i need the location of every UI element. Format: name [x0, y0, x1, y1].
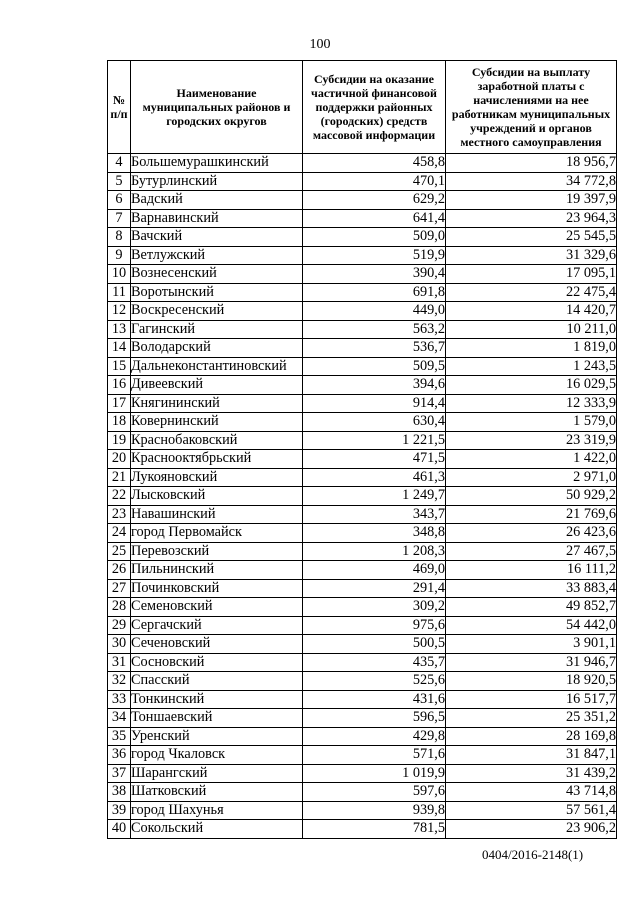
district-name: Вачский: [131, 228, 303, 247]
table-row: [108, 320, 617, 339]
header-col2: Субсидии на выплату заработной платы с начислениями на нее работникам муниципальных учреждений и органов местного самоуправления: [446, 61, 617, 154]
media-subsidy: 525,6: [303, 672, 446, 691]
row-number: 24: [108, 524, 131, 543]
salary-subsidy: 16 111,2: [446, 561, 617, 580]
table-row: [108, 598, 617, 617]
district-name: Княгининский: [131, 394, 303, 413]
media-subsidy: 571,6: [303, 746, 446, 765]
row-number: 30: [108, 635, 131, 654]
table-row: [108, 764, 617, 783]
row-number: 19: [108, 431, 131, 450]
salary-subsidy: 25 545,5: [446, 228, 617, 247]
table-row: [108, 172, 617, 191]
subsidy-table: [107, 60, 617, 839]
media-subsidy: 509,0: [303, 228, 446, 247]
media-subsidy: 470,1: [303, 172, 446, 191]
page-number: 100: [309, 37, 331, 52]
salary-subsidy: 43 714,8: [446, 783, 617, 802]
table-row: [108, 542, 617, 561]
media-subsidy: 343,7: [303, 505, 446, 524]
table-row: [108, 394, 617, 413]
row-number: 33: [108, 690, 131, 709]
media-subsidy: 630,4: [303, 413, 446, 432]
salary-subsidy: 31 329,6: [446, 246, 617, 265]
media-subsidy: 1 221,5: [303, 431, 446, 450]
table-row: [108, 431, 617, 450]
table-row: [108, 727, 617, 746]
media-subsidy: 348,8: [303, 524, 446, 543]
media-subsidy: 563,2: [303, 320, 446, 339]
row-number: 20: [108, 450, 131, 469]
document-code: 0404/2016-2148(1): [482, 847, 584, 862]
table-row: [108, 283, 617, 302]
row-number: 5: [108, 172, 131, 191]
salary-subsidy: 21 769,6: [446, 505, 617, 524]
district-name: Сеченовский: [131, 635, 303, 654]
salary-subsidy: 50 929,2: [446, 487, 617, 506]
row-number: 39: [108, 801, 131, 820]
salary-subsidy: 10 211,0: [446, 320, 617, 339]
table-row: [108, 524, 617, 543]
media-subsidy: 641,4: [303, 209, 446, 228]
salary-subsidy: 1 243,5: [446, 357, 617, 376]
district-name: Починковский: [131, 579, 303, 598]
row-number: 36: [108, 746, 131, 765]
table-row: [108, 635, 617, 654]
row-number: 18: [108, 413, 131, 432]
media-subsidy: 309,2: [303, 598, 446, 617]
district-name: Гагинский: [131, 320, 303, 339]
salary-subsidy: 1 422,0: [446, 450, 617, 469]
district-name: Пильнинский: [131, 561, 303, 580]
district-name: Воскресенский: [131, 302, 303, 321]
table-row: [108, 154, 617, 173]
row-number: 29: [108, 616, 131, 635]
table-row: [108, 746, 617, 765]
media-subsidy: 471,5: [303, 450, 446, 469]
district-name: Володарский: [131, 339, 303, 358]
district-name: Сокольский: [131, 820, 303, 839]
media-subsidy: 469,0: [303, 561, 446, 580]
row-number: 17: [108, 394, 131, 413]
district-name: Краснооктябрьский: [131, 450, 303, 469]
salary-subsidy: 54 442,0: [446, 616, 617, 635]
table-row: [108, 690, 617, 709]
table-row: [108, 505, 617, 524]
salary-subsidy: 31 847,1: [446, 746, 617, 765]
row-number: 16: [108, 376, 131, 395]
row-number: 8: [108, 228, 131, 247]
district-name: Дивеевский: [131, 376, 303, 395]
table-row: [108, 339, 617, 358]
header-num: № п/п: [108, 61, 131, 154]
district-name: Сергачский: [131, 616, 303, 635]
table-body: [108, 154, 617, 839]
media-subsidy: 975,6: [303, 616, 446, 635]
table-row: [108, 579, 617, 598]
row-number: 6: [108, 191, 131, 210]
salary-subsidy: 31 439,2: [446, 764, 617, 783]
media-subsidy: 509,5: [303, 357, 446, 376]
header-col1: Субсидии на оказание частичной финансовой поддержки районных (городских) средств массовой информации: [303, 61, 446, 154]
salary-subsidy: 16 517,7: [446, 690, 617, 709]
row-number: 28: [108, 598, 131, 617]
table-row: [108, 801, 617, 820]
district-name: Лукояновский: [131, 468, 303, 487]
district-name: Тонкинский: [131, 690, 303, 709]
table-row: [108, 357, 617, 376]
media-subsidy: 431,6: [303, 690, 446, 709]
salary-subsidy: 23 964,3: [446, 209, 617, 228]
salary-subsidy: 2 971,0: [446, 468, 617, 487]
table-row: [108, 209, 617, 228]
row-number: 13: [108, 320, 131, 339]
row-number: 34: [108, 709, 131, 728]
table-row: [108, 820, 617, 839]
salary-subsidy: 1 579,0: [446, 413, 617, 432]
district-name: Дальнеконстантиновский: [131, 357, 303, 376]
media-subsidy: 939,8: [303, 801, 446, 820]
salary-subsidy: 26 423,6: [446, 524, 617, 543]
district-name: Ковернинский: [131, 413, 303, 432]
table-row: [108, 653, 617, 672]
salary-subsidy: 31 946,7: [446, 653, 617, 672]
row-number: 35: [108, 727, 131, 746]
row-number: 25: [108, 542, 131, 561]
district-name: Семеновский: [131, 598, 303, 617]
district-name: Перевозский: [131, 542, 303, 561]
salary-subsidy: 14 420,7: [446, 302, 617, 321]
district-name: Вознесенский: [131, 265, 303, 284]
media-subsidy: 461,3: [303, 468, 446, 487]
media-subsidy: 390,4: [303, 265, 446, 284]
media-subsidy: 629,2: [303, 191, 446, 210]
table-row: [108, 561, 617, 580]
salary-subsidy: 23 319,9: [446, 431, 617, 450]
district-name: Краснобаковский: [131, 431, 303, 450]
district-name: город Шахунья: [131, 801, 303, 820]
salary-subsidy: 25 351,2: [446, 709, 617, 728]
row-number: 12: [108, 302, 131, 321]
row-number: 27: [108, 579, 131, 598]
district-name: Уренский: [131, 727, 303, 746]
row-number: 14: [108, 339, 131, 358]
table-row: [108, 672, 617, 691]
table-header-row: [108, 61, 617, 154]
media-subsidy: 914,4: [303, 394, 446, 413]
salary-subsidy: 18 920,5: [446, 672, 617, 691]
salary-subsidy: 16 029,5: [446, 376, 617, 395]
district-name: Вадский: [131, 191, 303, 210]
table-row: [108, 302, 617, 321]
row-number: 21: [108, 468, 131, 487]
table-row: [108, 616, 617, 635]
salary-subsidy: 18 956,7: [446, 154, 617, 173]
district-name: Навашинский: [131, 505, 303, 524]
salary-subsidy: 3 901,1: [446, 635, 617, 654]
header-name: Наименование муниципальных районов и городских округов: [131, 61, 303, 154]
row-number: 22: [108, 487, 131, 506]
media-subsidy: 291,4: [303, 579, 446, 598]
district-name: Большемурашкинский: [131, 154, 303, 173]
table-row: [108, 450, 617, 469]
media-subsidy: 1 019,9: [303, 764, 446, 783]
media-subsidy: 781,5: [303, 820, 446, 839]
district-name: город Чкаловск: [131, 746, 303, 765]
district-name: Сосновский: [131, 653, 303, 672]
row-number: 9: [108, 246, 131, 265]
row-number: 4: [108, 154, 131, 173]
district-name: Варнавинский: [131, 209, 303, 228]
table-row: [108, 246, 617, 265]
media-subsidy: 691,8: [303, 283, 446, 302]
salary-subsidy: 12 333,9: [446, 394, 617, 413]
table-row: [108, 783, 617, 802]
district-name: Спасский: [131, 672, 303, 691]
salary-subsidy: 28 169,8: [446, 727, 617, 746]
salary-subsidy: 33 883,4: [446, 579, 617, 598]
row-number: 26: [108, 561, 131, 580]
salary-subsidy: 34 772,8: [446, 172, 617, 191]
salary-subsidy: 27 467,5: [446, 542, 617, 561]
media-subsidy: 597,6: [303, 783, 446, 802]
district-name: Лысковский: [131, 487, 303, 506]
row-number: 38: [108, 783, 131, 802]
media-subsidy: 519,9: [303, 246, 446, 265]
salary-subsidy: 23 906,2: [446, 820, 617, 839]
media-subsidy: 536,7: [303, 339, 446, 358]
row-number: 10: [108, 265, 131, 284]
media-subsidy: 596,5: [303, 709, 446, 728]
media-subsidy: 449,0: [303, 302, 446, 321]
salary-subsidy: 49 852,7: [446, 598, 617, 617]
salary-subsidy: 22 475,4: [446, 283, 617, 302]
media-subsidy: 435,7: [303, 653, 446, 672]
salary-subsidy: 19 397,9: [446, 191, 617, 210]
table-row: [108, 265, 617, 284]
media-subsidy: 500,5: [303, 635, 446, 654]
salary-subsidy: 17 095,1: [446, 265, 617, 284]
district-name: Шатковский: [131, 783, 303, 802]
district-name: город Первомайск: [131, 524, 303, 543]
row-number: 31: [108, 653, 131, 672]
table-row: [108, 191, 617, 210]
row-number: 15: [108, 357, 131, 376]
row-number: 23: [108, 505, 131, 524]
district-name: Ветлужский: [131, 246, 303, 265]
district-name: Воротынский: [131, 283, 303, 302]
table-row: [108, 709, 617, 728]
media-subsidy: 1 208,3: [303, 542, 446, 561]
table-row: [108, 376, 617, 395]
media-subsidy: 458,8: [303, 154, 446, 173]
table-row: [108, 228, 617, 247]
salary-subsidy: 57 561,4: [446, 801, 617, 820]
row-number: 32: [108, 672, 131, 691]
media-subsidy: 429,8: [303, 727, 446, 746]
media-subsidy: 394,6: [303, 376, 446, 395]
row-number: 37: [108, 764, 131, 783]
row-number: 40: [108, 820, 131, 839]
district-name: Шарангский: [131, 764, 303, 783]
table-row: [108, 413, 617, 432]
media-subsidy: 1 249,7: [303, 487, 446, 506]
district-name: Бутурлинский: [131, 172, 303, 191]
row-number: 11: [108, 283, 131, 302]
salary-subsidy: 1 819,0: [446, 339, 617, 358]
table-row: [108, 468, 617, 487]
row-number: 7: [108, 209, 131, 228]
table-row: [108, 487, 617, 506]
district-name: Тоншаевский: [131, 709, 303, 728]
